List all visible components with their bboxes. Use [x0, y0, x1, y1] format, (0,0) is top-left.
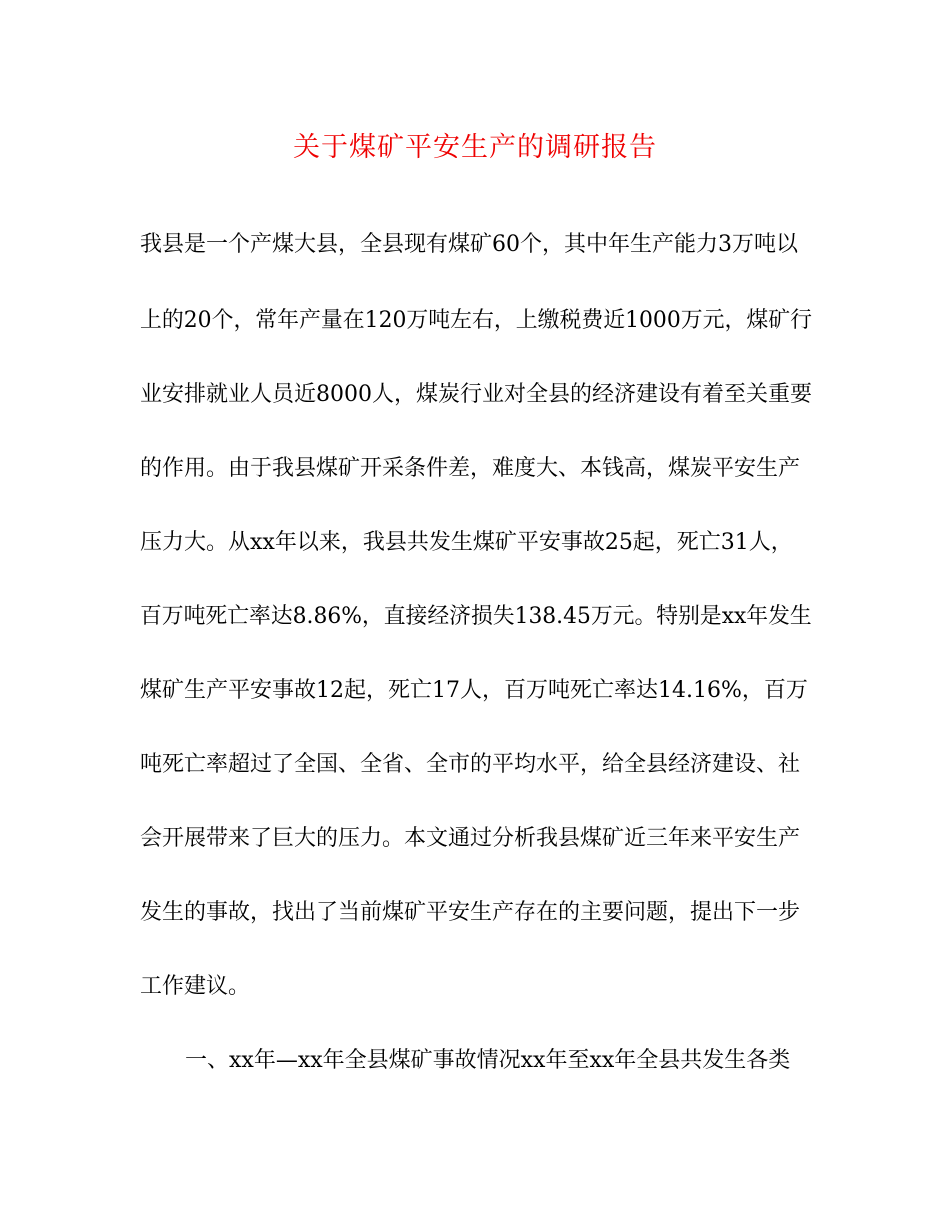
body-line-3: 业安排就业人员近8000人，煤炭行业对全县的经济建设有着至关重要 [140, 382, 812, 407]
body-line-6: 百万吨死亡率达8.86%，直接经济损失138.45万元。特别是xx年发生 [140, 604, 812, 629]
document-title: 关于煤矿平安生产的调研报告 [293, 132, 657, 163]
body-line-11: 工作建议。 [140, 974, 251, 999]
body-line-8: 吨死亡率超过了全国、全省、全市的平均水平，给全县经济建设、社 [140, 752, 801, 777]
body-line-10: 发生的事故，找出了当前煤矿平安生产存在的主要问题，提出下一步 [140, 900, 801, 925]
body-line-4: 的作用。由于我县煤矿开采条件差，难度大、本钱高，煤炭平安生产 [140, 456, 801, 481]
body-line-9: 会开展带来了巨大的压力。本文通过分析我县煤矿近三年来平安生产 [140, 826, 801, 851]
section-heading-line: 一、xx年—xx年全县煤矿事故情况xx年至xx年全县共发生各类 [185, 1048, 791, 1073]
body-line-5: 压力大。从xx年以来，我县共发生煤矿平安事故25起，死亡31人， [140, 530, 793, 555]
body-line-2: 上的20个，常年产量在120万吨左右，上缴税费近1000万元，煤矿行 [140, 308, 812, 333]
body-line-7: 煤矿生产平安事故12起，死亡17人，百万吨死亡率达14.16%，百万 [140, 678, 808, 703]
body-line-1: 我县是一个产煤大县，全县现有煤矿60个，其中年生产能力3万吨以 [140, 232, 798, 257]
